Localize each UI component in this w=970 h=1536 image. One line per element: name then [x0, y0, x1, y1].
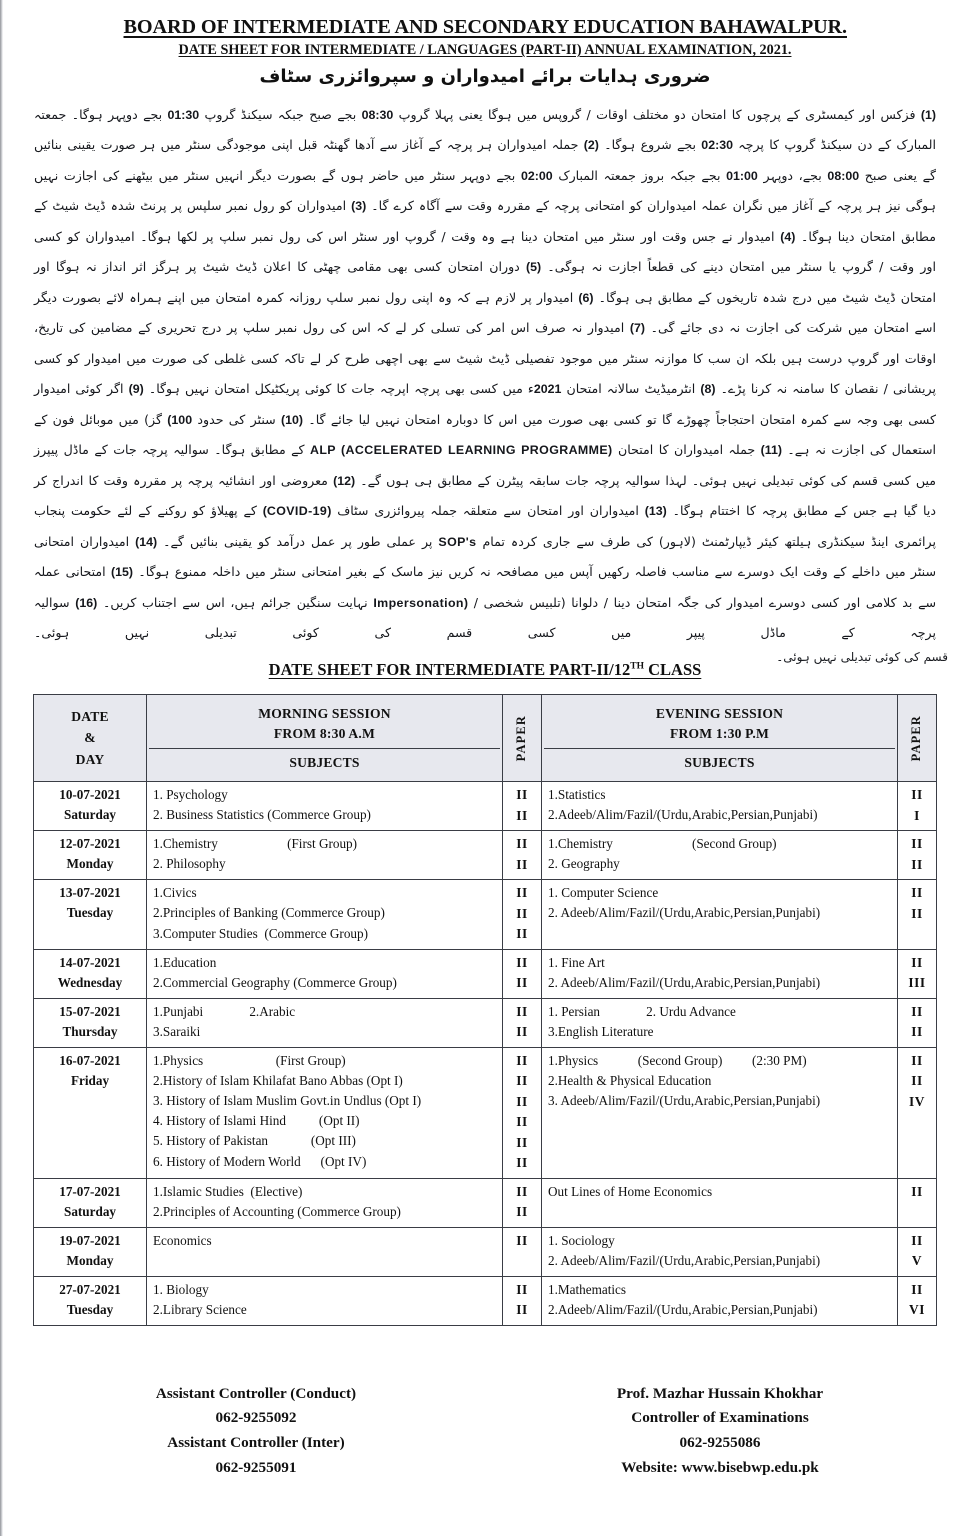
instruction-latin-run: (4): [780, 229, 796, 244]
instruction-item-8: (8) انٹرمیڈیٹ سالانہ امتحان 2021ء میں کسی بھی پرچہ اپرچہ جات کا کوئی پریکٹیکل امتحان نہیں ہوگا۔: [148, 381, 716, 397]
exam-date: 13-07-2021: [59, 885, 121, 901]
header-evening-line1: EVENING SESSION: [655, 706, 784, 722]
evening-paper-cell: [898, 1047, 937, 1178]
instruction-item-14: (14) امیدواران امتحانی سنٹر میں داخلے کے وقت ایک دوسرے سے مناسب فاصلہ رکھیں آپس میں مصافحہ نہ کریں نیز ماسک کے بغیر امتحانی سنٹر میں داخلہ ممنوع ہوگا۔: [34, 533, 936, 580]
paper-number: II: [516, 1232, 528, 1248]
exam-date: 27-07-2021: [59, 1281, 121, 1297]
header-paper-morning-label: PAPER: [514, 715, 529, 762]
subject-entry: 1. Sociology: [548, 1232, 615, 1248]
header-evening-subjects: SUBJECTS: [684, 754, 755, 770]
instruction-item-12: (12) معروضی اور انشائیہ پرچہ پر مقررہ وقت کا اندراج کر دیا گیا ہے جس کے مطابق پرچہ کا اختتام ہوگا۔: [34, 472, 936, 519]
morning-paper-cell: [503, 831, 542, 880]
footer-right-block: [488, 1382, 970, 1481]
paper-number: II: [516, 975, 528, 991]
subject-entry: 2.Principles of Accounting (Commerce Group): [153, 1203, 401, 1219]
exam-date: 10-07-2021: [59, 787, 121, 803]
instruction-item-5: (5) دوران امتحان کسی بھی مقامی چھٹی کا اعلان ڈیٹ شیٹ پر ہرگز اثر انداز نہ ہوگا اور امتحان ڈیٹ شیٹ میں درج شدہ تاریخوں کے مطابق ہی ہوگا۔: [34, 259, 936, 305]
paper-number: II: [516, 885, 528, 901]
evening-paper-cell: [898, 880, 937, 950]
evening-subjects-cell-list: [548, 953, 891, 993]
header-date-day: [34, 695, 147, 782]
instruction-latin-run: 02:30: [701, 138, 733, 153]
evening-subjects-cell: [542, 1047, 898, 1178]
subject-entry: 3.Computer Studies (Commerce Group): [153, 925, 368, 941]
table-row: [34, 1227, 937, 1276]
morning-subjects-cell-list: [153, 834, 496, 874]
date-cell: [34, 1047, 147, 1178]
subject-entry: 2.Health & Physical Education: [548, 1072, 712, 1088]
subject-entry: 2. Adeeb/Alim/Fazil/(Urdu,Arabic,Persian,Punjabi): [548, 905, 821, 921]
date-cell: [34, 880, 147, 950]
subject-entry: 1.Statistics: [548, 787, 606, 803]
instruction-latin-run: SOP's: [438, 534, 477, 549]
paper-number: II: [516, 1183, 528, 1199]
subject-entry: 2.History of Islam Khilafat Bano Abbas (Opt I): [153, 1072, 403, 1088]
instruction-latin-run: (8): [700, 382, 716, 397]
urdu-instructions-heading: ضروری ہدایات برائے امیدواران و سپروائزری سٹاف: [259, 66, 711, 87]
subject-entry: 1.Mathematics: [548, 1281, 627, 1297]
instruction-latin-run: (6): [578, 290, 594, 305]
subject-entry: 2.Adeeb/Alim/Fazil/(Urdu,Arabic,Persian,Punjabi): [548, 807, 818, 823]
subject-entry: 2.Commercial Geography (Commerce Group): [153, 974, 397, 990]
urdu-instructions-block: [30, 100, 940, 648]
subject-entry: 1.Punjabi 2.Arabic: [153, 1003, 296, 1019]
subject-entry: 1.Education: [153, 954, 217, 970]
header-paper-morning: [503, 695, 542, 782]
instruction-item-9: (9) اگر کوئی امیدوار کسی بھی وجہ سے کمرہ امتحان احتجاجاً چھوڑے گا تو کسی بھی صورت میں اس کا دوبارہ امتحان نہیں لیا جائے گا۔: [34, 381, 936, 427]
instruction-latin-run: (11): [760, 443, 782, 458]
evening-subjects-cell-list: [548, 1182, 891, 1202]
morning-subjects-cell: [147, 998, 503, 1047]
paper-number: II: [516, 1302, 528, 1318]
paper-number: II: [516, 1281, 528, 1297]
instruction-latin-run: (1): [920, 108, 936, 122]
paper-number: II: [516, 1024, 528, 1040]
footer-line: 062-9255091: [215, 1458, 297, 1476]
subject-entry: 1.Chemistry (First Group): [153, 836, 358, 852]
paper-number: II: [911, 1183, 923, 1199]
morning-paper-cell: [503, 998, 542, 1047]
table-row: [34, 831, 937, 880]
instruction-latin-run: (2): [583, 138, 599, 153]
paper-number: II: [911, 1232, 923, 1248]
exam-date: 19-07-2021: [59, 1232, 121, 1248]
date-cell: [34, 949, 147, 998]
instruction-item-10: (10) سنٹر کی حدود (100 گز) میں موبائل فون کے استعمال کی اجازت نہ ہے۔: [34, 411, 936, 458]
morning-paper-cell: [503, 782, 542, 831]
subject-entry: 1. Biology: [153, 1281, 209, 1297]
exam-day: Tuesday: [66, 905, 114, 921]
paper-number: II: [516, 1003, 528, 1019]
instruction-item-7: (7) امیدوار نہ صرف اس امر کی تسلی کر لے کہ اس کی رول نمبر سلپ پر درج تحریری کے مضامین کی تاریخ، اوقات اور گروپ درست ہیں بلکہ ان سب کا موازنہ سنٹر میں موجود تفصیلی ڈیٹ شیٹ سے بھی اچھی طرح کر لے تاکہ کسی غلطی کی صورت میں امیدوار کو کسی پریشانی / نقصان کا سامنہ نہ کرنا پڑے۔: [34, 320, 936, 397]
instruction-latin-run: Impersonation): [373, 595, 469, 610]
subject-entry: 3. History of Islam Muslim Govt.in Undlus (Opt I): [153, 1093, 422, 1109]
instruction-latin-run: ALP (ACCELERATED LEARNING PROGRAMME): [309, 443, 613, 458]
exam-day: Monday: [66, 856, 114, 872]
evening-subjects-cell: [542, 782, 898, 831]
evening-subjects-cell: [542, 998, 898, 1047]
paper-number: II: [911, 1024, 923, 1040]
instruction-item-1: (1) فزکس اور کیمسٹری کے پرچوں کا امتحان دو مختلف اوقات / گروپس میں ہوگا یعنی پہلا گروپ 08:30 بجے صبح جبکہ سیکنڈ گروپ 01:30 بجے دوپہر ہوگا۔ جمعتہ المبارک کے دن سیکنڈ گروپ کا پرچہ 02:30 بجے شروع ہوگا۔: [34, 107, 936, 153]
footer-line: 062-9255092: [215, 1409, 297, 1427]
subject-entry: 2.Principles of Banking (Commerce Group): [153, 905, 385, 921]
subject-entry: 1. Psychology: [153, 787, 228, 803]
subject-entry: 2. Adeeb/Alim/Fazil/(Urdu,Arabic,Persian,Punjabi): [548, 1252, 821, 1268]
header-date-line1: DATE: [71, 708, 109, 724]
evening-subjects-cell: [542, 831, 898, 880]
board-title: BOARD OF INTERMEDIATE AND SECONDARY EDUCATION BAHAWALPUR.: [123, 16, 847, 38]
instruction-latin-run: (3): [351, 199, 367, 214]
paper-number: II: [911, 1281, 923, 1297]
footer-line: Assistant Controller (Conduct): [155, 1384, 357, 1402]
subject-entry: 1.Chemistry (Second Group): [548, 836, 777, 852]
paper-number: VI: [909, 1302, 925, 1318]
exam-day: Saturday: [63, 807, 117, 823]
exam-date: 15-07-2021: [59, 1003, 121, 1019]
datesheet-table: [33, 694, 937, 1325]
instruction-item-4: (4) امیدوار نے جس وقت اور سنٹر میں امتحان دینا ہے وہ وقت / گروپ اور سنٹر اس کی رول نمبر سلپ پر لکھا ہوگا۔ امیدواران کو کسی اور وقت / گروپ یا سنٹر میں امتحان دینے کی قطعاً اجازت نہ ہوگی۔: [34, 228, 936, 275]
morning-paper-cell: [503, 1047, 542, 1178]
urdu-overflow-fragment: قسم کی کوئی تبدیلی نہیں ہوئی۔: [776, 650, 948, 665]
evening-subjects-cell-list: [548, 834, 891, 874]
exam-day: Friday: [70, 1072, 110, 1088]
instruction-latin-run: (7): [629, 321, 645, 336]
paper-number: II: [911, 1073, 923, 1089]
instruction-latin-run: (16): [75, 595, 98, 610]
paper-number: II: [516, 1155, 528, 1171]
evening-paper-cell: [898, 1178, 937, 1227]
exam-day: Tuesday: [66, 1301, 114, 1317]
paper-number: II: [516, 1114, 528, 1130]
morning-paper-cell: [503, 1276, 542, 1325]
evening-paper-cell: [898, 782, 937, 831]
subject-entry: 2. Business Statistics (Commerce Group): [153, 807, 371, 823]
morning-subjects-cell: [147, 1227, 503, 1276]
table-header-row: [34, 695, 937, 782]
paper-number: II: [516, 1093, 528, 1109]
table-row: [34, 1178, 937, 1227]
header-paper-evening-label: PAPER: [909, 715, 924, 762]
header-date-amp: &: [84, 730, 96, 746]
paper-number: II: [516, 926, 528, 942]
header-morning-block: [149, 699, 500, 748]
date-cell: [34, 998, 147, 1047]
header-morning-line1: MORNING SESSION: [258, 706, 391, 722]
date-cell: [34, 1178, 147, 1227]
subject-entry: 3.English Literature: [548, 1023, 654, 1039]
paper-number: II: [911, 1052, 923, 1068]
morning-subjects-cell: [147, 1178, 503, 1227]
paper-number: II: [911, 1003, 923, 1019]
datesheet-title-row: [0, 650, 970, 688]
paper-number: II: [516, 1052, 528, 1068]
instruction-latin-run: (14): [135, 534, 158, 549]
date-cell: [34, 831, 147, 880]
paper-number: V: [911, 1253, 923, 1269]
paper-number: II: [516, 1134, 528, 1150]
evening-subjects-cell-list: [548, 1280, 891, 1320]
exam-date: 17-07-2021: [59, 1183, 121, 1199]
subject-entry: 1. Persian 2. Urdu Advance: [548, 1003, 736, 1019]
instruction-latin-run: (9): [128, 382, 144, 397]
datesheet-table-head: [34, 695, 937, 782]
subject-entry: 1.Islamic Studies (Elective): [153, 1183, 303, 1199]
exam-day: Thursday: [62, 1023, 118, 1039]
subject-entry: 3. Adeeb/Alim/Fazil/(Urdu,Arabic,Persian,Punjabi): [548, 1093, 821, 1109]
paper-number: IV: [909, 1093, 925, 1109]
morning-subjects-cell: [147, 880, 503, 950]
instruction-item-15: (15) امتحانی عملہ سے بد کلامی اور کسی دوسرے امیدوار کی جگہ امتحان دینا / دلوانا (تلبیس شخصی / Impersonation) نہایت سنگین جرائم ہیں، اس سے اجتناب کریں۔: [34, 564, 936, 610]
document-footer: [0, 1382, 970, 1481]
paper-number: II: [516, 1073, 528, 1089]
header-morning-session: [147, 695, 503, 782]
paper-number: II: [516, 1204, 528, 1220]
exam-date: 14-07-2021: [59, 954, 121, 970]
datesheet-title-main: DATE SHEET FOR INTERMEDIATE PART-II/12: [268, 660, 631, 680]
exam-day: Monday: [66, 1252, 114, 1268]
paper-number: II: [911, 836, 923, 852]
instruction-latin-run: 2021: [533, 382, 562, 397]
paper-number: II: [516, 787, 528, 803]
morning-paper-cell: [503, 880, 542, 950]
evening-paper-cell: [898, 998, 937, 1047]
subject-entry: 2.Library Science: [153, 1301, 247, 1317]
footer-line: Prof. Mazhar Hussain Khokhar: [616, 1384, 824, 1402]
paper-number: II: [911, 885, 923, 901]
table-row: [34, 998, 937, 1047]
footer-line: Assistant Controller (Inter): [167, 1433, 345, 1451]
evening-subjects-cell: [542, 949, 898, 998]
exam-date: 12-07-2021: [59, 836, 121, 852]
evening-subjects-cell-list: [548, 785, 891, 825]
instruction-latin-run: (10): [280, 412, 304, 427]
footer-left-block: [0, 1382, 488, 1481]
paper-number: I: [914, 807, 920, 823]
instruction-item-3: (3) امیدواران کو رول نمبر سلپس پر پرنٹ شدہ ڈیٹ شیٹ کے مطابق امتحان دینا ہوگا۔: [34, 198, 936, 244]
evening-subjects-cell-list: [548, 883, 891, 923]
subject-entry: 6. History of Modern World (Opt IV): [153, 1153, 367, 1169]
instruction-latin-run: 08:00: [827, 168, 860, 183]
header-evening-line2: FROM 1:30 P.M: [669, 726, 770, 742]
paper-number: II: [516, 905, 528, 921]
instruction-latin-run: (15): [110, 565, 134, 580]
morning-paper-cell: [503, 949, 542, 998]
subject-entry: Out Lines of Home Economics: [548, 1183, 713, 1199]
table-row: [34, 1047, 937, 1178]
evening-subjects-cell: [542, 1227, 898, 1276]
instruction-latin-run: 01:00: [726, 168, 758, 183]
evening-paper-cell: [898, 831, 937, 880]
header-date-line3: DAY: [75, 752, 105, 768]
morning-subjects-cell-list: [153, 953, 496, 993]
instruction-latin-run: 01:30: [167, 108, 200, 122]
evening-paper-cell: [898, 949, 937, 998]
subject-entry: 3.Saraiki: [153, 1023, 201, 1039]
paper-number: II: [911, 787, 923, 803]
footer-line: Controller of Examinations: [631, 1409, 809, 1427]
instruction-latin-run: (12): [333, 473, 356, 488]
evening-subjects-cell: [542, 880, 898, 950]
evening-paper-cell: [898, 1227, 937, 1276]
evening-subjects-cell-list: [548, 1002, 891, 1042]
subject-entry: 1.Physics (Second Group) (2:30 PM): [548, 1052, 807, 1068]
subject-entry: 5. History of Pakistan (Opt III): [153, 1133, 356, 1149]
footer-line: Website: www.bisebwp.edu.pk: [621, 1458, 819, 1476]
evening-subjects-cell-list: [548, 1231, 891, 1271]
datesheet-table-body: [34, 782, 937, 1326]
paper-number: II: [911, 954, 923, 970]
date-cell: [34, 1227, 147, 1276]
subject-entry: 2.Adeeb/Alim/Fazil/(Urdu,Arabic,Persian,Punjabi): [548, 1301, 818, 1317]
datesheet-table-wrapper: [33, 694, 937, 1325]
morning-subjects-cell: [147, 782, 503, 831]
exam-day: Saturday: [63, 1203, 117, 1219]
instruction-item-6: (6) امیدوار پر لازم ہے کہ وہ اپنی رول نمبر سلپ روزانہ کمرہ امتحان میں اپنے ہمراہ لائے بصورت دیگر اسے امتحان میں شرکت کی اجازت نہ دی جائے گی۔: [34, 289, 936, 336]
subject-entry: 2. Philosophy: [153, 856, 226, 872]
date-cell: [34, 782, 147, 831]
paper-number: II: [516, 807, 528, 823]
instruction-latin-run: (100: [167, 412, 193, 427]
morning-paper-cell: [503, 1227, 542, 1276]
morning-subjects-cell: [147, 1276, 503, 1325]
sheet-subtitle: DATE SHEET FOR INTERMEDIATE / LANGUAGES (PART-II) ANNUAL EXAMINATION, 2021.: [178, 42, 792, 58]
morning-subjects-cell-list: [153, 1182, 496, 1222]
date-cell: [34, 1276, 147, 1325]
evening-subjects-cell: [542, 1178, 898, 1227]
datesheet-title: [269, 660, 702, 680]
instruction-item-13: (13) امیدواران اور امتحان سے متعلقہ جملہ پیروائزری سٹاف (COVID-19) کے پھیلاؤ کو روکنے کے لئے حکومت پنجاب پرائمری اینڈ سیکنڈری ہیلتھ کیئر ڈیپارٹمنٹ (لاہور) کی طرف سے جاری کردہ تمام SOP's پر عملی طور پر عمل درآمد کو یقینی بنائیں گے۔: [34, 503, 936, 549]
morning-subjects-cell-list: [153, 1002, 496, 1042]
morning-subjects-cell: [147, 831, 503, 880]
subject-entry: 1.Physics (First Group): [153, 1052, 346, 1068]
instruction-latin-run: 08:30: [361, 108, 394, 122]
paper-number: III: [908, 975, 926, 991]
evening-paper-cell: [898, 1276, 937, 1325]
instruction-latin-run: 02:00: [520, 168, 553, 183]
morning-subjects-cell: [147, 1047, 503, 1178]
paper-number: II: [516, 836, 528, 852]
subject-entry: 1. Computer Science: [548, 885, 659, 901]
instruction-item-16: (16) سوالیہ پرچہ کے ماڈل پیپر میں کسی قسم کی کوئی تبدیلی نہیں ہوئی۔: [34, 594, 936, 640]
evening-subjects-cell: [542, 1276, 898, 1325]
subject-entry: 2. Adeeb/Alim/Fazil/(Urdu,Arabic,Persian,Punjabi): [548, 974, 821, 990]
morning-subjects-cell-list: [153, 1280, 496, 1320]
document-header: [0, 0, 970, 90]
table-row: [34, 1276, 937, 1325]
morning-subjects-cell-list: [153, 1231, 496, 1251]
exam-date: 16-07-2021: [59, 1052, 121, 1068]
paper-number: II: [516, 856, 528, 872]
header-morning-line2: FROM 8:30 A.M: [273, 726, 376, 742]
header-paper-evening: [898, 695, 937, 782]
instruction-item-2: (2) جملہ امیدواران ہر پرچہ کے آغاز سے آدھا گھنٹہ قبل اپنی موجودگی سنٹر میں ہر صورت یقینی بنائیں گے یعنی صبح 08:00 بجے، دوپہر 01:00 بجے جبکہ بروز جمعتہ المبارک 02:00 بجے دوپہر سنٹر میں حاضر ہوں گے بصورت دیگر انہیں سنٹر میں بیٹھنے کی اجازت نہیں ہوگی نیز ہر پرچہ کے آغاز میں نگران عملہ امیدواران کو امتحانی پرچہ کے مقررہ وقت سے آگاہ کرے گا۔: [34, 137, 936, 214]
instruction-item-11: (11) جملہ امیدواران کا امتحان ALP (ACCELERATED LEARNING PROGRAMME) کے مطابق ہوگا۔ سوالیہ پرچہ جات کے ماڈل پیپرز میں کسی قسم کی کوئی تبدیلی نہیں ہوئی۔ لہذا سوالیہ پرچہ جات سابقہ پیٹرن کے مطابق ہی ہوں گے۔: [34, 442, 936, 488]
table-row: [34, 880, 937, 950]
paper-number: II: [911, 856, 923, 872]
footer-line: 062-9255086: [679, 1433, 761, 1451]
morning-subjects-cell-list: [153, 1051, 496, 1172]
header-evening-block: [544, 699, 895, 748]
morning-paper-cell: [503, 1178, 542, 1227]
table-row: [34, 949, 937, 998]
datesheet-title-suffix: CLASS: [643, 660, 702, 680]
subject-entry: 1.Civics: [153, 885, 197, 901]
subject-entry: 4. History of Islami Hind (Opt II): [153, 1113, 360, 1129]
instruction-latin-run: (5): [525, 260, 542, 275]
subject-entry: 1. Fine Art: [548, 954, 605, 970]
header-evening-session: [542, 695, 898, 782]
morning-subjects-cell-list: [153, 883, 496, 944]
paper-number: II: [516, 954, 528, 970]
table-row: [34, 782, 937, 831]
evening-subjects-cell-list: [548, 1051, 891, 1112]
instruction-latin-run: (13): [644, 504, 667, 519]
morning-subjects-cell: [147, 949, 503, 998]
datesheet-title-superscript: TH: [630, 661, 644, 672]
morning-subjects-cell-list: [153, 785, 496, 825]
instruction-latin-run: (COVID-19): [262, 504, 332, 519]
exam-day: Wednesday: [57, 974, 123, 990]
paper-number: II: [911, 905, 923, 921]
subject-entry: 2. Geography: [548, 856, 620, 872]
header-morning-subjects: SUBJECTS: [289, 754, 360, 770]
subject-entry: Economics: [153, 1232, 212, 1248]
